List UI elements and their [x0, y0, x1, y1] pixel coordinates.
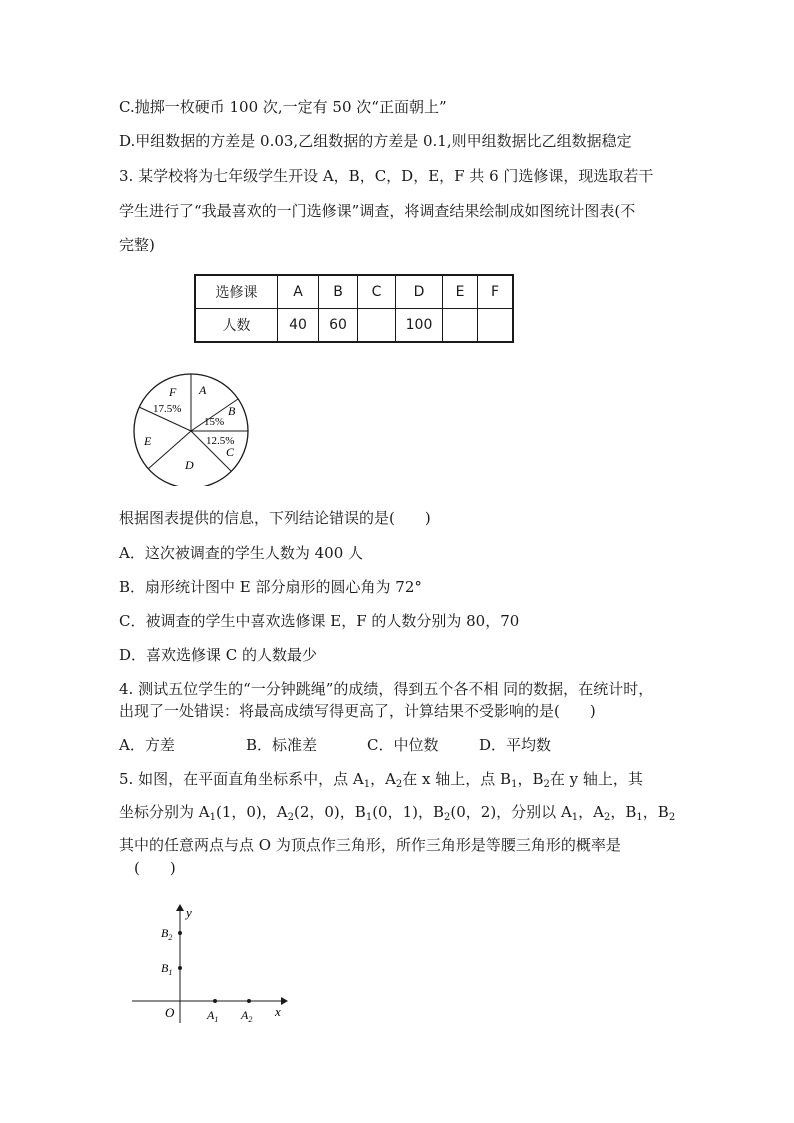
text-run: 在 y 轴上，其 — [549, 770, 643, 788]
question-3-prompt: 根据图表提供的信息，下列结论错误的是( ) — [119, 509, 431, 527]
table-cell: 人数 — [195, 309, 278, 343]
text-run: ，B — [517, 770, 544, 788]
subscript: 2 — [444, 812, 451, 823]
text-run: ，B — [610, 803, 637, 821]
table-header-cell: D — [396, 275, 443, 309]
text-run: (0，1)，B — [372, 803, 445, 821]
table-header-cell: B — [319, 275, 358, 309]
option-c-line: C.抛掷一枚硬币 100 次,一定有 50 次“正面朝上” — [119, 98, 447, 116]
text-run: (0，2)，分别以 A — [450, 803, 572, 821]
table-cell: 40 — [278, 309, 319, 343]
text-run: 5. 如图，在平面直角坐标系中，点 A — [119, 770, 364, 788]
table-cell: 60 — [319, 309, 358, 343]
question-3-line-3: 完整) — [119, 236, 155, 254]
table-header-cell: 选修课 — [195, 275, 278, 309]
table-header-cell: E — [443, 275, 478, 309]
question-5-line-2 — [119, 802, 675, 828]
table-row — [195, 275, 513, 309]
pie-label-f: F — [169, 385, 177, 399]
text-run: ，B — [642, 803, 669, 821]
question-5-line-1 — [119, 769, 643, 795]
point-b2 — [178, 931, 182, 935]
pie-label-c: C — [226, 445, 235, 459]
table-cell — [358, 309, 396, 343]
table-cell — [443, 309, 478, 343]
question-4-line-2: 出现了一处错误：将最高成绩写得更高了，计算结果不受影响的是( ) — [119, 702, 596, 720]
text-run: (2，0)，B — [293, 803, 366, 821]
pie-label-e: E — [144, 434, 152, 448]
b2-label: $B_2$ — [161, 926, 173, 942]
question-4-option-c: C．中位数 — [367, 736, 439, 754]
question-4-option-b: B．标准差 — [246, 736, 318, 754]
pie-chart — [125, 366, 255, 486]
text-run: (1，0)，A — [215, 803, 288, 821]
pie-label-b: B — [228, 404, 236, 418]
y-axis-label: y — [186, 905, 192, 920]
question-3-option-b: B．扇形统计图中 E 部分扇形的圆心角为 72° — [119, 578, 422, 596]
text-run: ，A — [370, 770, 396, 788]
table-header-cell: F — [478, 275, 514, 309]
question-4-line-1: 4. 测试五位学生的“一分钟跳绳”的成绩，得到五个各不相 同的数据，在统计时， — [119, 680, 654, 698]
subscript: 2 — [668, 812, 676, 823]
question-5-line-3: 其中的任意两点与点 O 为顶点作三角形，所作三角形是等腰三角形的概率是 — [119, 836, 621, 854]
subscript: 1 — [365, 812, 373, 823]
point-b1 — [178, 966, 182, 970]
question-4-option-d: D．平均数 — [479, 736, 552, 754]
point-a2 — [247, 999, 251, 1003]
subscript: 2 — [395, 779, 403, 790]
subscript: 1 — [571, 812, 579, 823]
pie-pct-f: 17.5% — [153, 403, 182, 415]
pie-label-a: A — [199, 383, 207, 397]
question-5-answer-bracket: ( ) — [134, 859, 176, 877]
subscript: 1 — [209, 812, 216, 823]
subscript: 1 — [511, 779, 518, 790]
question-3-line-1: 3. 某学校将为七年级学生开设 A，B，C，D，E，F 共 6 门选修课，现选取若干 — [119, 167, 654, 185]
pie-label-d: D — [185, 458, 194, 472]
a2-label: $A_2$ — [241, 1008, 253, 1024]
a1-label: $A_1$ — [207, 1008, 219, 1024]
pie-pct-b: 15% — [204, 416, 225, 428]
origin-label: O — [165, 1005, 175, 1020]
table-cell: 100 — [396, 309, 443, 343]
text-run: 在 x 轴上，点 B — [402, 770, 512, 788]
coordinate-diagram — [125, 895, 305, 1030]
subscript: 1 — [363, 779, 371, 790]
option-d-line: D.甲组数据的方差是 0.03,乙组数据的方差是 0.1,则甲组数据比乙组数据稳定 — [119, 132, 632, 150]
subscript: 2 — [287, 812, 294, 823]
x-axis-label: x — [275, 1004, 281, 1019]
course-table — [194, 274, 514, 343]
point-a1 — [213, 999, 217, 1003]
table-header-cell: A — [278, 275, 319, 309]
subscript: 2 — [604, 812, 611, 823]
question-4-option-a: A．方差 — [119, 736, 175, 754]
table-cell — [478, 309, 514, 343]
subscript: 1 — [636, 812, 643, 823]
b1-label: $B_1$ — [161, 961, 173, 977]
question-3-option-d: D．喜欢选修课 C 的人数最少 — [119, 646, 318, 664]
text-run: 坐标分别为 A — [119, 803, 210, 821]
question-3-option-c: C．被调查的学生中喜欢选修课 E，F 的人数分别为 80，70 — [119, 612, 520, 630]
table-header-cell: C — [358, 275, 396, 309]
text-run: ，A — [578, 803, 605, 821]
subscript: 2 — [543, 779, 550, 790]
table-row — [195, 309, 513, 343]
question-3-line-2: 学生进行了“我最喜欢的一门选修课”调查，将调查结果绘制成如图统计图表(不 — [119, 202, 636, 220]
question-3-option-a: A．这次被调查的学生人数为 400 人 — [119, 544, 364, 562]
pie-pct-c: 12.5% — [206, 435, 235, 447]
